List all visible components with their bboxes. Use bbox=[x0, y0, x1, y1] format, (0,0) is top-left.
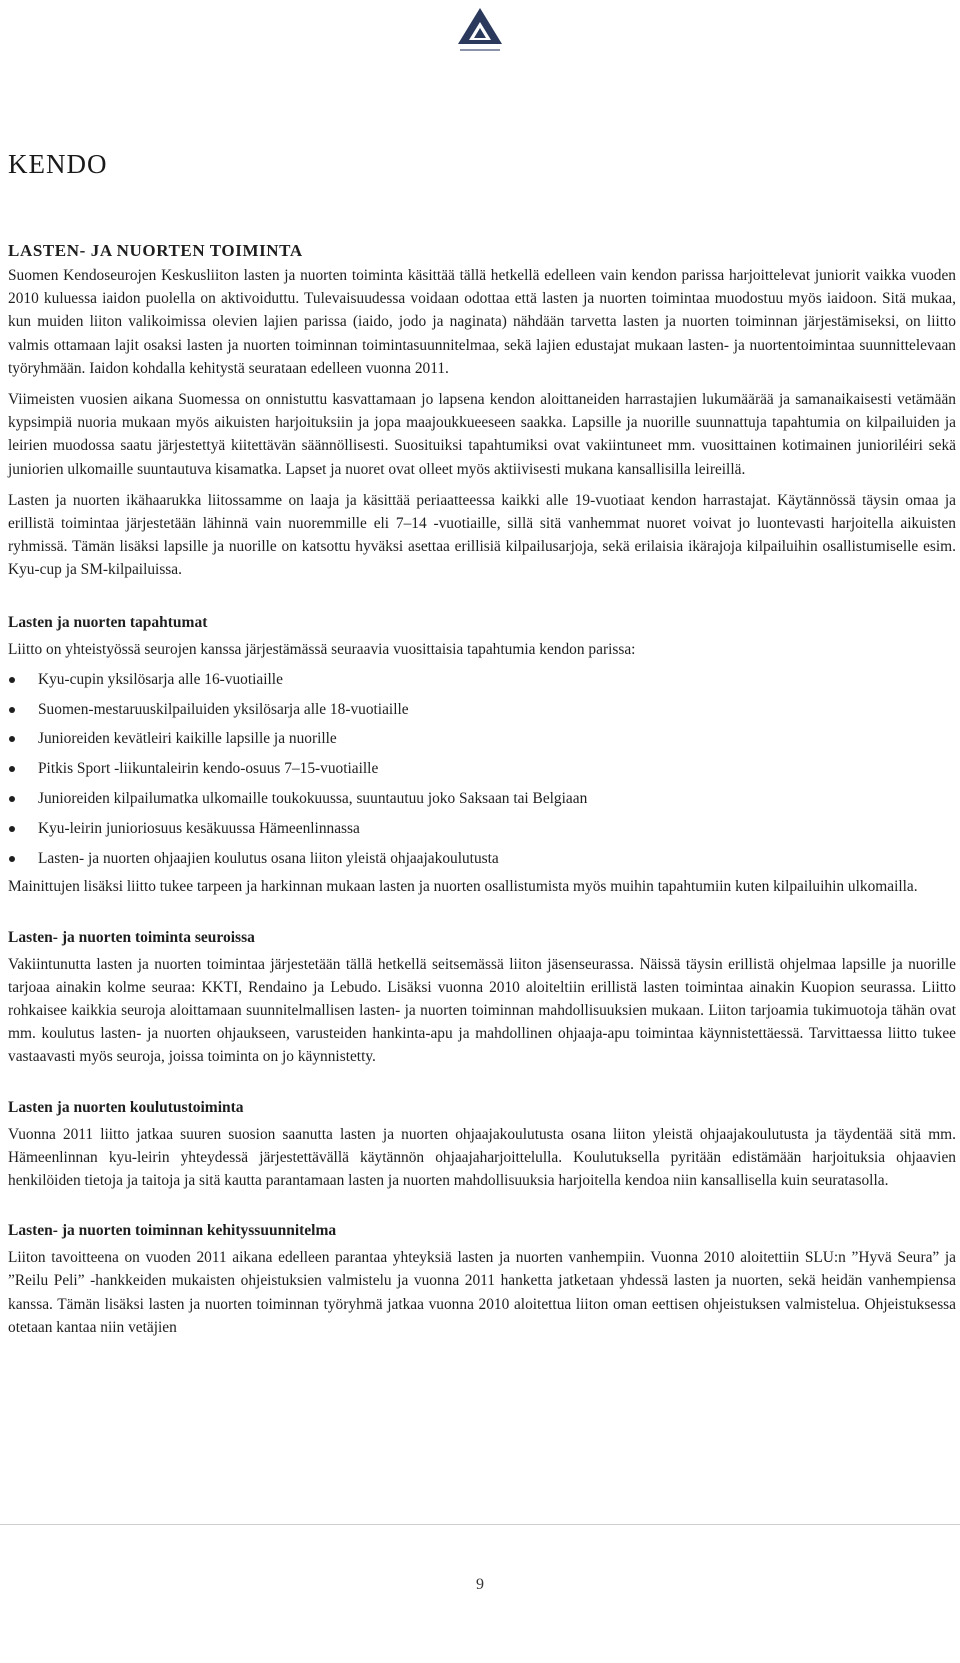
list-item bbox=[8, 784, 956, 814]
intro-paragraph-3: Lasten ja nuorten ikähaarukka liitossamme on laaja ja käsittää periaatteessa kaikki alle 19-vuotiaat kendon harrastajat. Käytännössä täysin omaa ja erillistä toimintaa järjestetään lähinnä vain nuoremmille eli 7–14 -vuotiaille, sillä sitä vanhemmat nuoret voivat jo luontevasti harjoitella aikuisten ryhmissä. Tämän lisäksi lapsille ja nuorille on katsottu hyväksi asettaa erillisiä kilpailusarjoja, sekä erilaisia ikärajoja kilpailuihin osallistumiselle esim. Kyu-cup ja SM-kilpailuissa. bbox=[8, 491, 956, 579]
bullet-icon bbox=[9, 766, 15, 772]
list-item-text: Lasten- ja nuorten ohjaajien koulutus osana liiton yleistä ohjaajakoulutusta bbox=[38, 849, 499, 867]
bullet-icon bbox=[9, 707, 15, 713]
list-item-text: Kyu-cupin yksilösarja alle 16-vuotiaille bbox=[38, 670, 283, 688]
intro-paragraph-2: Viimeisten vuosien aikana Suomessa on onnistuttu kasvattamaan jo lapsena kendon aloittaneiden harrastajien lukumäärää ja samanaikaisesti vetämään kypsimpiä nuoria mukaan myös aikuisten harjoituksiin ja jopa maajoukkueeseen saakka. Lapsille ja nuorille suunnattuja tapahtumia on kilpailuiden ja leirien muodossa saatu järjestettyä kiitettävän säännöllisesti. Suosituiksi tapahtumiksi ovat vakiintuneet mm. vuosittainen kotimainen junioriléiri sekä juniorien ulkomaille suuntautuva kisamatka. Lapset ja nuoret ovat olleet myös aktiivisesti mukana kansallisilla leireillä. bbox=[8, 391, 956, 478]
bullet-icon bbox=[9, 796, 15, 802]
list-item bbox=[8, 665, 956, 695]
training-heading: Lasten ja nuorten koulutustoiminta bbox=[8, 1098, 244, 1116]
events-lead: Liitto on yhteistyössä seurojen kanssa järjestämässä seuraavia vuosittaisia tapahtumia kendon parissa: bbox=[8, 640, 636, 658]
organization-logo bbox=[450, 4, 510, 60]
list-item-text: Kyu-leirin junioriosuus kesäkuussa Hämeenlinnassa bbox=[38, 819, 360, 837]
list-item bbox=[8, 724, 956, 754]
development-paragraph: Liiton tavoitteena on vuoden 2011 aikana edelleen parantaa yhteyksiä lasten ja nuorten vanhempiin. Vuonna 2010 aloitettiin SLU:n ”Hyvä Seura” ja ”Reilu Peli” -hankkeiden mukaisten ohjeistuksien valmistelu ja vuonna 2011 hanketta jatketaan yhdessä lasten ja nuorten, sekä heidän vanhempiensa kanssa. Tämän lisäksi lasten ja nuorten toiminnan työryhmä jatkaa vuonna 2010 aloitettua liiton oman eettisen ohjeistuksen valmistelua. Ohjeistuksessa otetaan kantaa niin vetäjien bbox=[8, 1249, 956, 1336]
triangle-emblem-icon bbox=[450, 4, 510, 60]
clubs-paragraph: Vakiintunutta lasten ja nuorten toimintaa järjestetään tällä hetkellä seitsemässä liiton jäsenseurassa. Näissä täysin erillistä ohjelmaa lapsille ja nuorille tarjoaa ainakin kolme seuraa: KKTI, Rendaino ja Lebudo. Lisäksi vuonna 2010 aloiteltiin erillistä lasten toimintaa ainakin Kuopion seurassa. Liitto rohkaisee kaikkia seuroja aloittamaan suunnitelmallisen lasten- ja nuorten toiminnan mahdollisuuksien mukaan. Liiton tarjoamia tukimuotoja tähän ovat mm. koulutus lasten- ja nuorten ohjaukseen, varusteiden hankinta-apu ja mahdollinen ohjaaja-apu toimintaa käynnistettäessä. Tarvittaessa liitto tukee vastaavasti myös seuroja, joissa toiminta on jo käynnistetty. bbox=[8, 955, 956, 1066]
intro-paragraph-1: Suomen Kendoseurojen Keskusliiton lasten ja nuorten toiminta käsittää tällä hetkellä edelleen vain kendon parissa harjoittelevat juniorit vaikka vuoden 2010 kuluessa iaidon puolella on aktivoiduttu. Tulevaisuudessa voidaan odottaa että lasten ja nuorten toimintaa muodostuu myös iaidoon. Sitä mukaa, kun muiden liiton valikoimissa olevien lajien parissa (iaido, jodo ja naginata) nähdään tarvetta lasten ja nuorten toiminnan järjestämiseksi, on liitto valmis ottamaan lajit osaksi lasten ja nuorten toiminnan toimintasuunnitelmaa, sekä lajien edustajat mukaan lasten- ja nuortentoimintaa suunnittelevaan työryhmään. Iaidon kohdalla kehitystä seurataan edelleen vuonna 2011. bbox=[8, 267, 956, 377]
page-number: 9 bbox=[476, 1576, 484, 1593]
section-title: LASTEN- JA NUORTEN TOIMINTA bbox=[8, 241, 303, 260]
list-item bbox=[8, 844, 956, 874]
events-list bbox=[8, 665, 956, 874]
events-heading: Lasten ja nuorten tapahtumat bbox=[8, 613, 208, 631]
bullet-icon bbox=[9, 826, 15, 832]
list-item bbox=[8, 814, 956, 844]
list-item-text: Suomen-mestaruuskilpailuiden yksilösarja alle 18-vuotiaille bbox=[38, 700, 409, 718]
list-item-text: Junioreiden kilpailumatka ulkomaille toukokuussa, suuntautuu joko Saksaan tai Belgiaan bbox=[38, 790, 588, 808]
list-item bbox=[8, 695, 956, 725]
bullet-icon bbox=[9, 736, 15, 742]
development-heading: Lasten- ja nuorten toiminnan kehityssuunnitelma bbox=[8, 1222, 337, 1240]
list-item-text: Junioreiden kevätleiri kaikille lapsille ja nuorille bbox=[38, 730, 337, 748]
bullet-icon bbox=[9, 677, 15, 683]
page-title: KENDO bbox=[8, 149, 108, 179]
document-body bbox=[8, 148, 956, 1347]
events-after-paragraph: Mainittujen lisäksi liitto tukee tarpeen ja harkinnan mukaan lasten ja nuorten osallistumista myös muihin tapahtumiin kuten kilpailuihin ulkomailla. bbox=[8, 878, 918, 896]
list-item-text: Pitkis Sport -liikuntaleirin kendo-osuus 7–15-vuotiaille bbox=[38, 760, 379, 778]
training-paragraph: Vuonna 2011 liitto jatkaa suuren suosion saanutta lasten ja nuorten ohjaajakoulutusta osana liiton yleistä ohjaajakoulutusta ja täydentää sitä mm. Hämeenlinnan kyu-leirin yhteydessä järjestettävällä käytännön ohjaajaharjoittelulla. Koulutuksella pyritään edistämään harjoituksia ohjaavien henkilöiden tietoja ja taitoja ja sitä kautta parantamaan lasten ja nuorten mahdollisuuksia harjoitella kendoa niin kansallisella kuin seuratasolla. bbox=[8, 1125, 956, 1190]
bullet-icon bbox=[9, 856, 15, 862]
footer-divider bbox=[0, 1524, 960, 1525]
clubs-heading: Lasten- ja nuorten toiminta seuroissa bbox=[8, 928, 255, 946]
list-item bbox=[8, 754, 956, 784]
